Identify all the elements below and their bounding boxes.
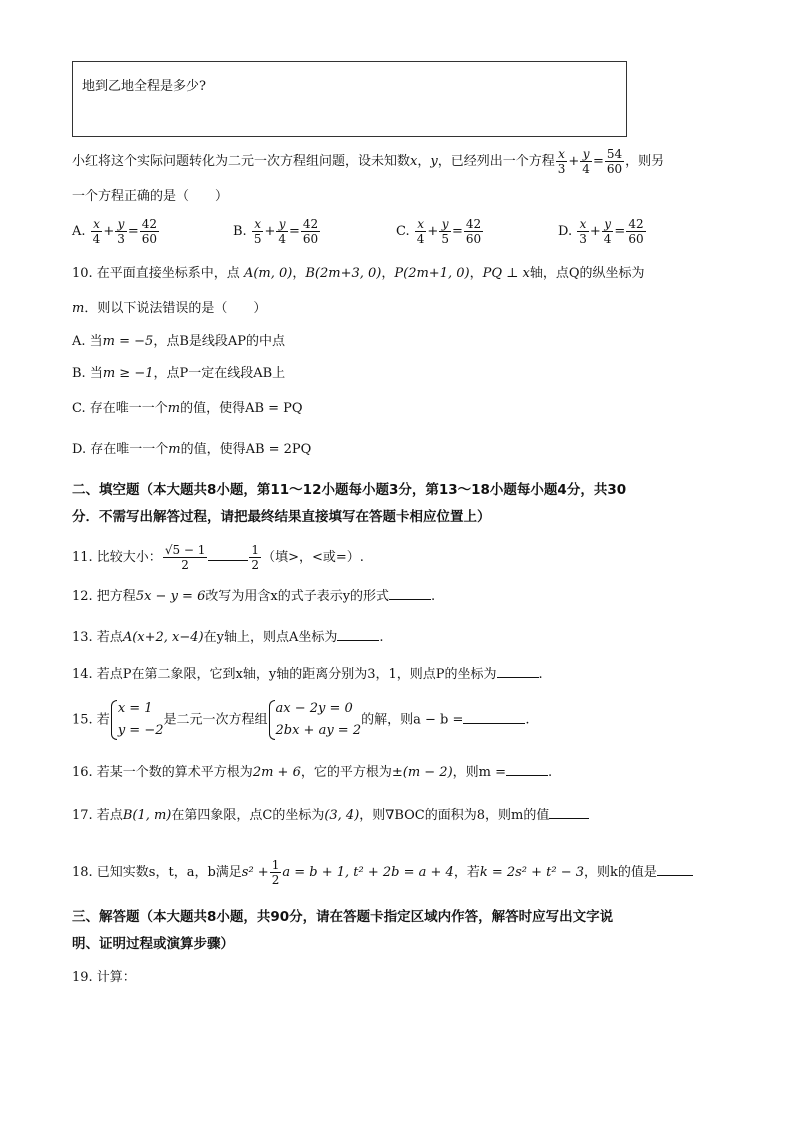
q11-frac-half: $\frac{1}{2}$ [251, 543, 260, 572]
question-context-box [72, 61, 627, 137]
q9-option-c[interactable]: C. $\frac{x}{4}$ + $\frac{y}{5}$ = $\frac{42}{60}$ [396, 217, 482, 246]
q19: 19. 计算： [72, 970, 136, 985]
q15-system-solution: x = 1 y = −2 [110, 698, 164, 742]
q12: 12. 把方程5x − y = 6改写为用含x的式子表示y的形式 . [72, 589, 436, 604]
q17: 17. 若点B(1, m)在第四象限，点C的坐标为(3, 4)，则∇BOC的面积为8，则m的值 [72, 806, 734, 826]
q9-line2: 一个方程正确的是（ ） [72, 189, 229, 204]
section2-heading-line2: 分．不需写出解答过程，请把最终结果直接填写在答题卡相应位置上） [72, 509, 491, 525]
q11: 11. 比较大小： $\frac{√5 - 1}{2}$ $\frac{1}{2}$ （填>，<或=）. [72, 543, 364, 572]
q10-option-a[interactable]: A. 当m = −5，点B是线段AP的中点 [72, 334, 286, 349]
q9-option-a[interactable]: A. $\frac{x}{4}$ + $\frac{y}{3}$ = $\frac{42}{60}$ [72, 217, 158, 246]
section3-heading-line2: 明、证明过程或演算步骤） [72, 936, 234, 952]
q15-answer-blank[interactable] [463, 723, 525, 724]
q10-line1: 10. 在平面直接坐标系中，点 A(m, 0)，B(2m+3, 0)，P(2m+1, 0)，PQ ⊥ x轴，点Q的纵坐标为 [72, 266, 645, 281]
context-text: 地到乙地全程是多少? [82, 79, 206, 94]
q16-answer-blank[interactable] [506, 775, 548, 776]
q9-frac-x3: $\frac{x}{3}$ [557, 147, 566, 176]
q15: 15. 若 x = 1 y = −2 是二元一次方程组 ax − 2y = 0 2bx + ay = 2 的解，则a − b = . [72, 698, 734, 743]
q10-option-c[interactable]: C. 存在唯一一个m的值，使得AB = PQ [72, 401, 303, 416]
q18: 18. 已知实数s，t，a，b满足s² + $\frac{1}{2}$ a = b + 1, t² + 2b = a + 4，若k = 2s² + t² − 3，则k的值是 [72, 858, 734, 887]
q16: 16. 若某一个数的算术平方根为2m + 6，它的平方根为±(m − 2)，则m = . [72, 765, 553, 780]
q14-answer-blank[interactable] [497, 677, 539, 678]
q9-line1: 小红将这个实际问题转化为二元一次方程组问题，设未知数x，y，已经列出一个方程 $\frac{x}{3}$ + $\frac{y}{4}$ = $\frac{54}{60}$ ，则另 [72, 147, 665, 176]
q10-option-d[interactable]: D. 存在唯一一个m的值，使得AB = 2PQ [72, 442, 312, 457]
q14: 14. 若点P在第二象限，它到x轴，y轴的距离分别为3，1，则点P的坐标为 . [72, 667, 543, 682]
q9-option-d[interactable]: D. $\frac{x}{3}$ + $\frac{y}{4}$ = $\frac{42}{60}$ [558, 217, 644, 246]
q9-frac-y4: $\frac{y}{4}$ [582, 147, 590, 176]
q9-frac-5460: $\frac{54}{60}$ [606, 147, 623, 176]
section3-heading-line1: 三、解答题（本大题共8小题，共90分，请在答题卡指定区域内作答，解答时应写出文字说 [72, 909, 614, 925]
q18-answer-blank[interactable] [657, 875, 693, 876]
q17-answer-blank[interactable] [549, 818, 589, 819]
q10-line2: m．则以下说法错误的是（ ） [72, 301, 267, 316]
q10-option-b[interactable]: B. 当m ≥ −1，点P一定在线段AB上 [72, 366, 286, 381]
q13-answer-blank[interactable] [337, 640, 379, 641]
q18-frac-half: $\frac{1}{2}$ [271, 858, 280, 887]
q11-frac-sqrt5: $\frac{√5 - 1}{2}$ [164, 543, 206, 572]
q13: 13. 若点A(x+2, x−4)在y轴上，则点A坐标为 . [72, 630, 384, 645]
q9-option-b[interactable]: B. $\frac{x}{5}$ + $\frac{y}{4}$ = $\frac{42}{60}$ [233, 217, 319, 246]
q12-answer-blank[interactable] [389, 599, 431, 600]
section2-heading-line1: 二、填空题（本大题共8小题，第11～12小题每小题3分，第13～18小题每小题4分，共30 [72, 482, 627, 498]
q15-system-equations: ax − 2y = 0 2bx + ay = 2 [268, 698, 362, 742]
